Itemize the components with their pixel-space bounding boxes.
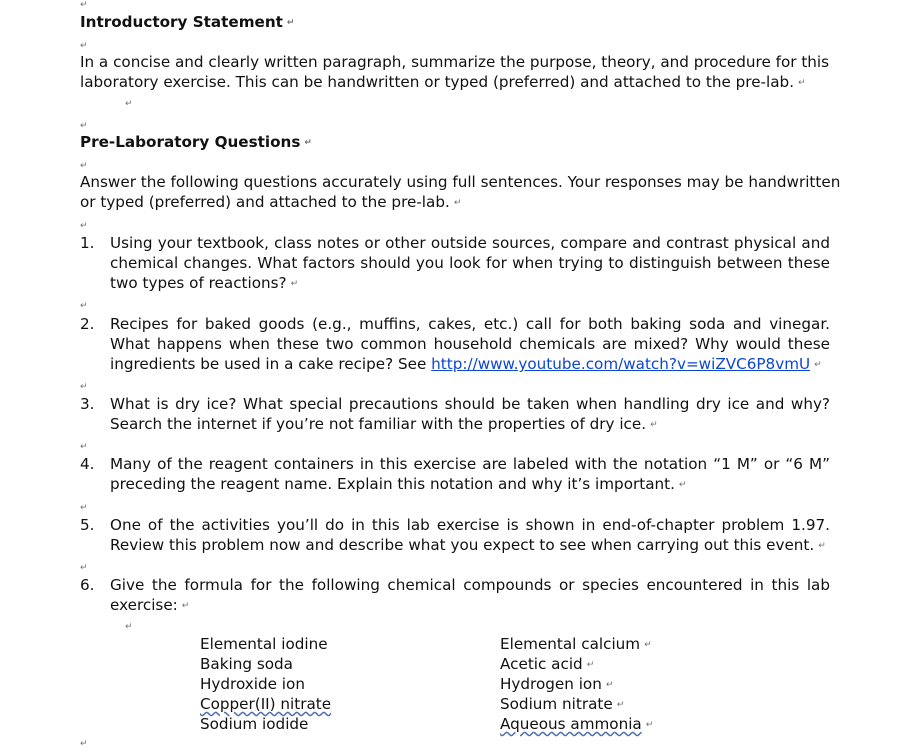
paragraph-mark: ↵ — [678, 479, 687, 490]
question-4-body: Many of the reagent containers in this exercise are labeled with the notation “1 M” or “6 M” preceding the reagent name. Explain this notation and why it’s important. — [110, 455, 830, 493]
prelab-line-2 — [80, 192, 461, 212]
compound-item: Hydroxide ion — [200, 675, 305, 693]
intro-line-2-text: laboratory exercise. This can be handwritten or typed (preferred) and attached to the pre-lab. — [80, 73, 795, 91]
paragraph-mark: ↵ — [80, 0, 88, 10]
paragraph-mark: ↵ — [453, 197, 462, 208]
paragraph-mark: ↵ — [80, 121, 88, 131]
compound-item: Baking soda — [200, 655, 293, 673]
compound-list-left — [200, 634, 331, 734]
paragraph-mark: ↵ — [818, 540, 826, 551]
compound-item: Sodium nitrate — [500, 695, 613, 713]
question-5-body: One of the activities you’ll do in this lab exercise is shown in end-of-chapter problem 1.97. Review this problem now and describe what you expect to see when carrying out this event. — [110, 516, 830, 554]
intro-heading — [80, 12, 294, 32]
paragraph-mark: ↵ — [80, 739, 88, 749]
youtube-link[interactable]: http://www.youtube.com/watch?v=wiZVC6P8vmU — [431, 355, 811, 373]
paragraph-mark: ↵ — [650, 419, 658, 430]
paragraph-mark: ↵ — [80, 161, 88, 171]
question-5-text — [110, 515, 830, 556]
compound-item: Hydrogen ion — [500, 675, 602, 693]
question-6-body: Give the formula for the following chemical compounds or species encountered in this lab exercise: — [110, 576, 830, 614]
paragraph-mark: ↵ — [125, 622, 133, 632]
question-3-text — [110, 394, 830, 435]
paragraph-mark: ↵ — [80, 221, 88, 231]
compound-item-row — [500, 714, 653, 734]
question-1-body: Using your textbook, class notes or other outside sources, compare and contrast physical and chemical changes. What factors should you look for when trying to distinguish between these two types of reactions? — [110, 234, 830, 292]
paragraph-mark: ↵ — [586, 659, 595, 670]
prelab-heading — [80, 132, 312, 152]
compound-item-row — [500, 654, 653, 674]
question-number: 5. — [80, 516, 95, 534]
paragraph-mark: ↵ — [290, 278, 299, 289]
paragraph-mark: ↵ — [798, 77, 806, 88]
question-4-text — [110, 454, 830, 495]
paragraph-mark: ↵ — [645, 719, 654, 730]
compound-item: Elemental calcium — [500, 635, 641, 653]
compound-item: Acetic acid — [500, 655, 583, 673]
paragraph-mark: ↵ — [181, 600, 190, 611]
paragraph-mark: ↵ — [80, 41, 88, 51]
paragraph-mark: ↵ — [286, 17, 295, 28]
question-number: 4. — [80, 455, 95, 473]
question-1-text — [110, 233, 830, 294]
prelab-line-2-text: or typed (preferred) and attached to the pre-lab. — [80, 193, 450, 211]
intro-heading-text: Introductory Statement — [80, 13, 283, 31]
compound-item-row — [500, 634, 653, 654]
question-number: 6. — [80, 576, 95, 594]
paragraph-mark: ↵ — [616, 699, 625, 710]
paragraph-mark: ↵ — [80, 382, 88, 392]
compound-item: Elemental iodine — [200, 635, 328, 653]
paragraph-mark: ↵ — [814, 359, 822, 370]
paragraph-mark: ↵ — [125, 99, 133, 109]
intro-line-1: In a concise and clearly written paragraph, summarize the purpose, theory, and procedure for this — [80, 53, 830, 71]
question-3-body: What is dry ice? What special precautions should be taken when handling dry ice and why? Search the internet if you’re not familiar with the properties of dry ice. — [110, 395, 830, 433]
compound-item-row — [500, 674, 653, 694]
paragraph-mark: ↵ — [80, 301, 88, 311]
question-6-text — [110, 575, 830, 616]
question-2-text — [110, 314, 830, 375]
compound-item: Copper(II) nitrate — [200, 695, 332, 713]
intro-line-2 — [80, 72, 806, 92]
question-number: 1. — [80, 234, 95, 252]
prelab-line-1: Answer the following questions accurately using full sentences. Your responses may be handwritten — [80, 173, 841, 191]
paragraph-mark: ↵ — [304, 137, 312, 148]
prelab-heading-text: Pre-Laboratory Questions — [80, 133, 301, 151]
question-number: 2. — [80, 315, 95, 333]
paragraph-mark: ↵ — [644, 639, 652, 650]
compound-item: Sodium iodide — [200, 715, 309, 733]
paragraph-mark: ↵ — [80, 563, 88, 573]
paragraph-mark: ↵ — [80, 503, 88, 513]
compound-item: Aqueous ammonia — [500, 715, 642, 733]
question-2-body: Recipes for baked goods (e.g., muffins, cakes, etc.) call for both baking soda and vinegar. What happens when these two common household chemicals are mixed? Why would these ingredients be used in a cake recipe? See — [110, 315, 830, 373]
question-number: 3. — [80, 395, 95, 413]
compound-list-right — [500, 634, 653, 734]
paragraph-mark: ↵ — [605, 679, 614, 690]
compound-item-row — [500, 694, 653, 714]
paragraph-mark: ↵ — [80, 442, 88, 452]
